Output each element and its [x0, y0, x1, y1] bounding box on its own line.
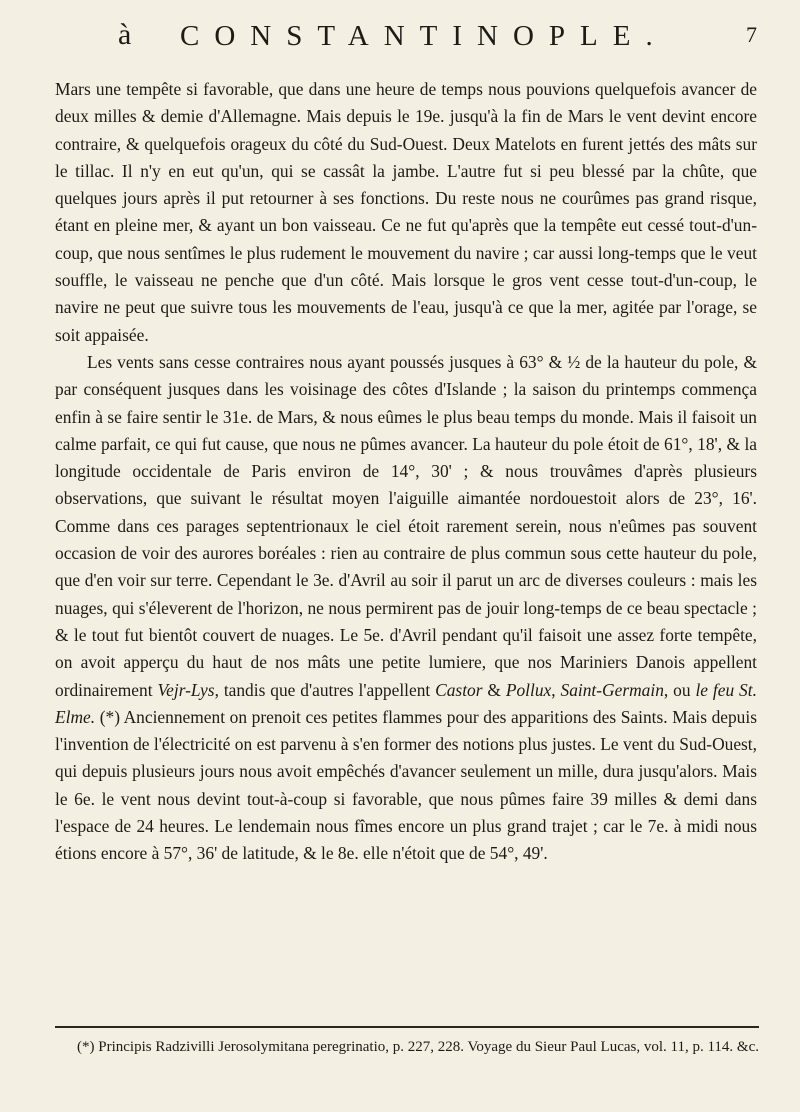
page-number: 7	[746, 22, 757, 47]
paragraph-2-text-a: Les vents sans cesse contraires nous ayant poussés jusques à 63° & ½ de la hauteur du pole, & par conséquent jusques dans les voisinage des côtes d'Islande ; la saison du printemps commença enfin à se faire sentir le 31e. de Mars, & nous eûmes le plus beau temps du monde. Mais il faisoit un calme parfait, ce qui fut cause, que nous ne pûmes avancer. La hauteur du pole étoit de 61°, 18', & la longitude occidentale de Paris environ de 14°, 30' ; & nous trouvâmes d'après plusieurs observations, que suivant le résultat moyen l'aiguille aimantée nordouestoit alors de 23°, 16'. Comme dans ces parages septentrionaux le ciel étoit rarement serein, nous n'eûmes pas souvent occasion de voir des aurores boréales : rien au contraire de plus commun sous cette hauteur du pole, que d'en voir sur terre. Cependant le 3e. d'Avril au soir il parut un arc de diverses couleurs : mais les nuages, qui s'éleverent de l'horizon, ne nous permirent pas de jouir long-temps de ce beau spectacle ; & le tout fut bientôt couvert de nuages. Le 5e. d'Avril pendant qu'il faisoit une assez forte tempête, on avoit apperçu du haut de nos mâts une petite lumiere, que nos Mariniers Danois appellent ordinairement	[55, 351, 757, 700]
comma: ,	[551, 679, 556, 700]
footnote: (*) Principis Radzivilli Jerosolymitana peregrinatio, p. 227, 228. Voyage du Sieur Paul Lucas, vol. 11, p. 114. &c.	[77, 1039, 759, 1055]
paragraph-1: Mars une tempête si favorable, que dans une heure de temps nous pouvions quelquefois avancer de deux milles & demie d'Allemagne. Mais depuis le 19e. jusqu'à la fin de Mars le vent devint encore contraire, & quelquefois orageux du côté du Sud-Ouest. Deux Matelots en furent jettés des mâts sur le tillac. Il n'y en eut qu'un, qui se cassât la jambe. L'autre fut si peu blessé par la chûte, que quelques jours après il put retourner à ses fonctions. Du reste nous ne courûmes pas grand risque, étant en pleine mer, & ayant un bon vaisseau. Ce ne fut qu'après que la tempête eut cessé tout-d'un-coup, que nous sentîmes le plus rudement le mouvement du navire ; car aussi long-temps que le veut souffle, le vaisseau ne penche que d'un côté. Mais lorsque le gros vent cesse tout-d'un-coup, le navire ne peut que suivre tous les mouvements de l'eau, jusqu'à ce que la mer, agitée par l'orage, se soit appaisée.	[55, 79, 757, 345]
paragraph-2-text-b: , tandis que d'autres l'appellent	[214, 679, 431, 700]
term-pollux: Pollux	[505, 679, 552, 700]
header-title: CONSTANTINOPLE.	[180, 20, 668, 52]
paragraph-2-text-c: , ou	[663, 679, 691, 700]
term-vejr-lys: Vejr-Lys	[157, 679, 215, 700]
running-header	[0, 18, 800, 78]
ampersand: &	[487, 679, 501, 700]
term-feu-st-elme: le feu St. Elme.	[55, 679, 757, 727]
paragraph-2	[55, 349, 757, 868]
term-castor: Castor	[435, 679, 483, 700]
term-saint-germain: Saint-Germain	[560, 679, 664, 700]
paragraph-2-text-d: (*) Anciennement on prenoit ces petites flammes pour des apparitions des Saints. Mais depuis l'invention de l'électricité on est parvenu à s'en former des notions plus justes. Le vent du Sud-Ouest, qui depuis plusieurs jours nous avoit empêchés d'avancer seulement un mille, dura jusqu'alors. Mais le 6e. le vent nous devint tout-à-coup si favorable, que nous pûmes faire 39 milles & demi dans l'espace de 24 heures. Le lendemain nous fîmes encore un plus grand trajet ; car le 7e. à midi nous étions encore à 57°, 36' de latitude, & le 8e. elle n'étoit que de 54°, 49'.	[55, 706, 757, 864]
header-prefix: à	[118, 18, 132, 51]
main-text	[55, 76, 757, 868]
footnote-divider	[55, 1026, 759, 1028]
